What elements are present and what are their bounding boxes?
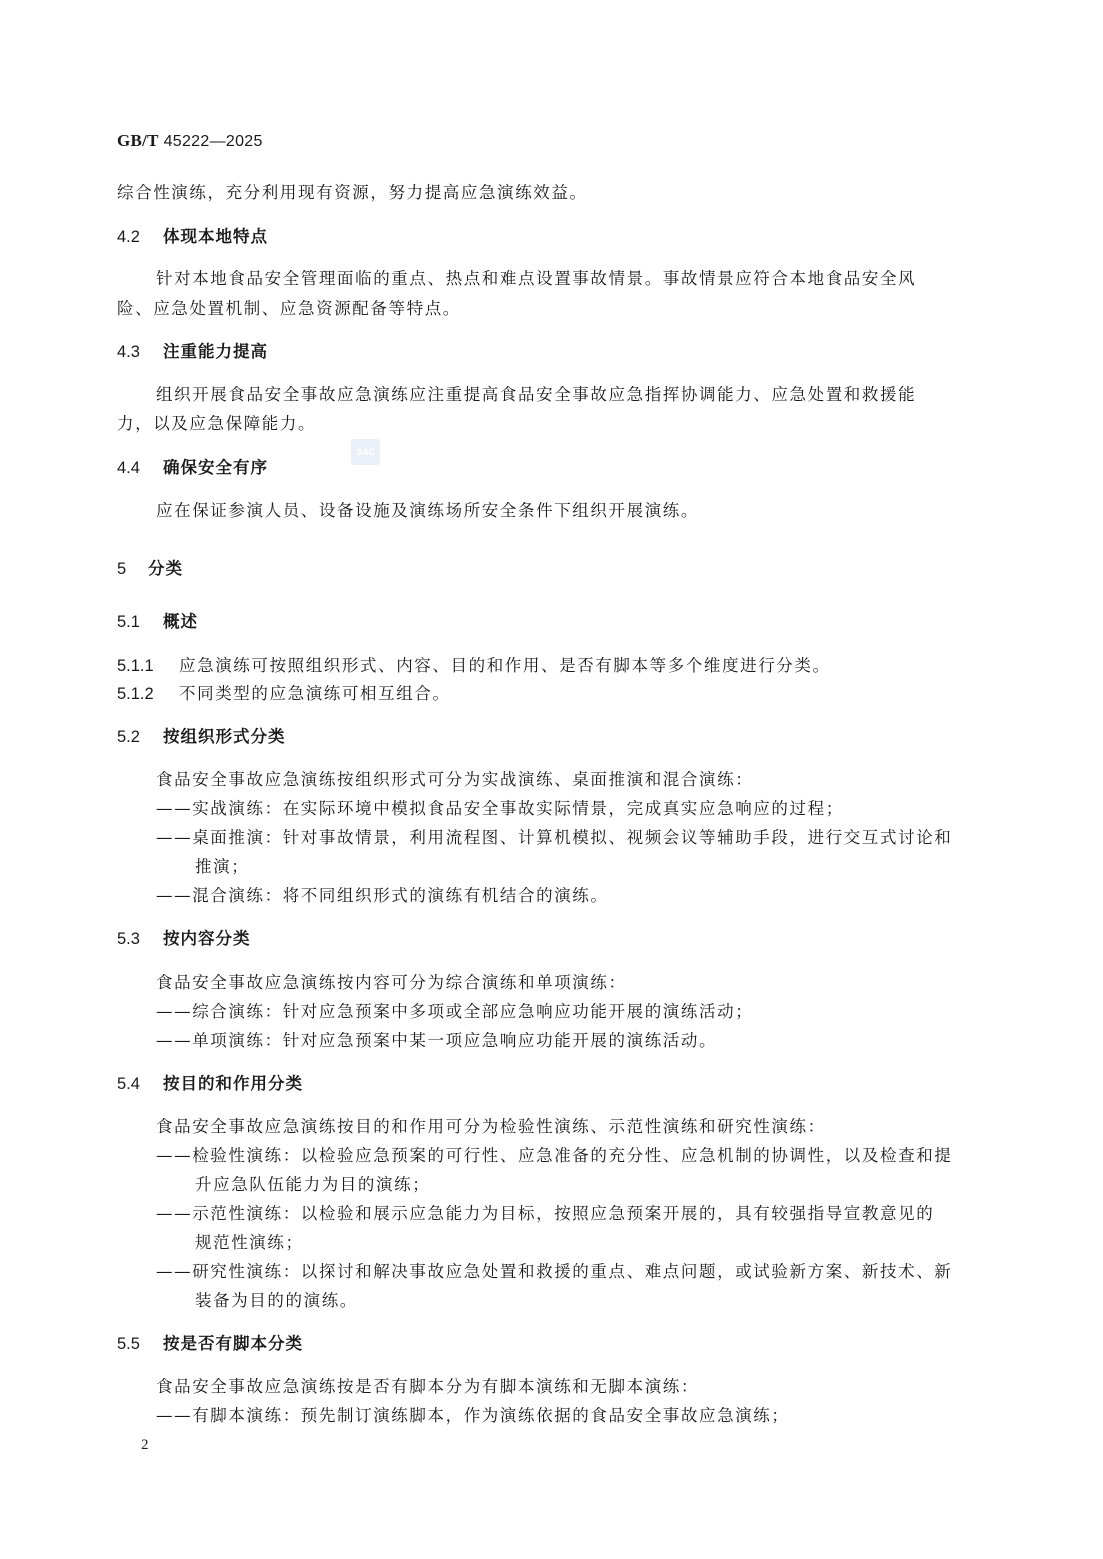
paragraph-5-4-intro: 食品安全事故应急演练按目的和作用可分为检验性演练、示范性演练和研究性演练： — [156, 1117, 826, 1136]
section-heading-4-2: 4.2 体现本地特点 — [117, 227, 268, 246]
heading-title: 确保安全有序 — [163, 458, 268, 477]
list-item: ——综合演练：针对应急预案中多项或全部应急响应功能开展的演练活动； — [156, 1002, 754, 1021]
section-heading-4-4: 4.4 确保安全有序 — [117, 458, 268, 477]
paragraph-4-3-line-2: 力，以及应急保障能力。 — [117, 414, 317, 433]
list-item: ——示范性演练：以检验和展示应急能力为目标，按照应急预案开展的，具有较强指导宣教意见的 — [156, 1204, 935, 1223]
list-item: ——桌面推演：针对事故情景，利用流程图、计算机模拟、视频会议等辅助手段，进行交互式讨论和 — [156, 828, 953, 847]
chapter-heading-5: 5 分类 — [117, 559, 183, 578]
list-item: ——混合演练：将不同组织形式的演练有机结合的演练。 — [156, 886, 609, 905]
heading-title: 体现本地特点 — [163, 227, 268, 246]
clause-5-1-1: 5.1.1 应急演练可按照组织形式、内容、目的和作用、是否有脚本等多个维度进行分类。 — [117, 656, 831, 675]
section-heading-5-4: 5.4 按目的和作用分类 — [117, 1074, 303, 1093]
continuation-text: 综合性演练，充分利用现有资源，努力提高应急演练效益。 — [117, 183, 588, 202]
section-heading-5-2: 5.2 按组织形式分类 — [117, 727, 286, 746]
section-heading-5-1: 5.1 概述 — [117, 612, 198, 631]
heading-title: 按组织形式分类 — [163, 727, 286, 746]
section-heading-5-5: 5.5 按是否有脚本分类 — [117, 1334, 303, 1353]
list-item: ——单项演练：针对应急预案中某一项应急响应功能开展的演练活动。 — [156, 1031, 718, 1050]
standard-number: 45222—2025 — [163, 133, 263, 150]
standard-prefix: GB/T — [117, 131, 159, 150]
list-item: ——研究性演练：以探讨和解决事故应急处置和救援的重点、难点问题，或试验新方案、新技术、新 — [156, 1262, 953, 1281]
heading-title: 概述 — [163, 612, 198, 631]
list-item: ——检验性演练：以检验应急预案的可行性、应急准备的充分性、应急机制的协调性，以及检查和提 — [156, 1146, 953, 1165]
clause-5-1-2: 5.1.2 不同类型的应急演练可相互组合。 — [117, 684, 451, 703]
heading-title: 注重能力提高 — [163, 342, 268, 361]
list-item: ——有脚本演练：预先制订演练脚本，作为演练依据的食品安全事故应急演练； — [156, 1406, 790, 1425]
sac-watermark-logo: SAC — [351, 439, 380, 465]
list-item-continuation: 升应急队伍能力为目的演练； — [195, 1175, 431, 1194]
paragraph-5-5-intro: 食品安全事故应急演练按是否有脚本分为有脚本演练和无脚本演练： — [156, 1377, 699, 1396]
paragraph-5-2-intro: 食品安全事故应急演练按组织形式可分为实战演练、桌面推演和混合演练： — [156, 770, 754, 789]
paragraph-4-2-line-2: 险、应急处置机制、应急资源配备等特点。 — [117, 299, 461, 318]
standard-code — [117, 131, 263, 151]
paragraph-5-3-intro: 食品安全事故应急演练按内容可分为综合演练和单项演练： — [156, 973, 627, 992]
list-item: ——实战演练：在实际环境中模拟食品安全事故实际情景，完成真实应急响应的过程； — [156, 799, 844, 818]
paragraph-4-4: 应在保证参演人员、设备设施及演练场所安全条件下组织开展演练。 — [156, 501, 699, 520]
section-heading-5-3: 5.3 按内容分类 — [117, 929, 251, 948]
paragraph-4-2-line-1: 针对本地食品安全管理面临的重点、热点和难点设置事故情景。事故情景应符合本地食品安全风 — [156, 269, 917, 288]
heading-title: 按内容分类 — [163, 929, 251, 948]
heading-title: 分类 — [148, 559, 183, 578]
heading-title: 按目的和作用分类 — [163, 1074, 303, 1093]
paragraph-4-3-line-1: 组织开展食品安全事故应急演练应注重提高食品安全事故应急指挥协调能力、应急处置和救援能 — [156, 385, 917, 404]
list-item-continuation: 规范性演练； — [195, 1233, 304, 1252]
list-item-continuation: 装备为目的的演练。 — [195, 1291, 358, 1310]
page-number: 2 — [141, 1437, 149, 1453]
list-item-continuation: 推演； — [195, 857, 250, 876]
section-heading-4-3: 4.3 注重能力提高 — [117, 342, 268, 361]
heading-title: 按是否有脚本分类 — [163, 1334, 303, 1353]
